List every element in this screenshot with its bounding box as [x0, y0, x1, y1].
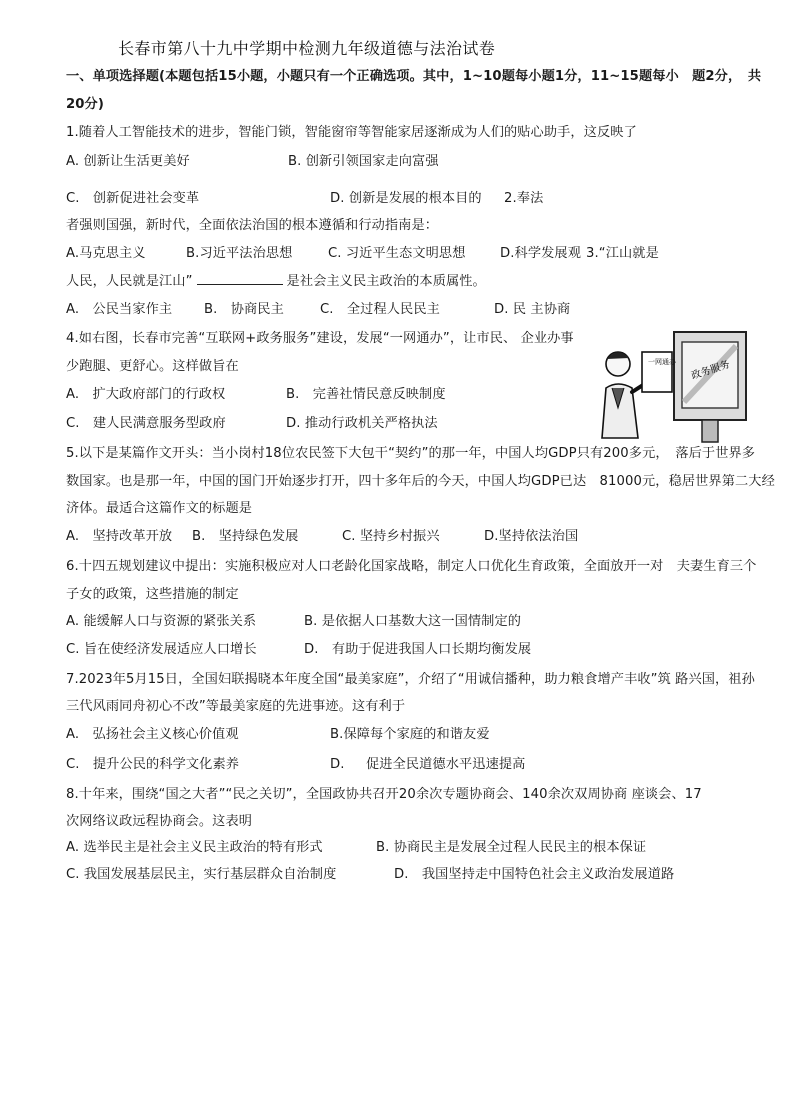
answer-blank — [197, 272, 283, 285]
q6-option-c: C. 旨在使经济发展适应人口增长 — [66, 642, 257, 657]
q8-stem-line1: 8.十年来，围绕“国之大者”“民之关切”，全国政协共召开20余次专题协商会、140余次双周协商 座谈会、17 — [66, 787, 702, 802]
q4-stem-line2: 少跑腿、更舒心。这样做旨在 — [66, 359, 239, 374]
q3-option-a: A. 公民当家作主 — [66, 302, 173, 317]
q4-option-c: C. 建人民满意服务型政府 — [66, 416, 226, 431]
q8-option-c: C. 我国发展基层民主，实行基层群众自治制度 — [66, 867, 337, 882]
q1-stem: 1.随着人工智能技术的进步，智能门锁，智能窗帘等智能家居逐渐成为人们的贴心助手，这反映了 — [66, 125, 637, 140]
service-card-text: 一网通办 — [648, 358, 676, 366]
q7-option-a: A. 弘扬社会主义核心价值观 — [66, 727, 239, 742]
q1-option-a: A. 创新让生活更美好 — [66, 154, 190, 169]
q2-stem: 者强则国强，新时代，全面依法治国的根本遵循和行动指南是： — [66, 218, 439, 233]
q2-number: 2.奉法 — [504, 191, 544, 206]
q3-option-b: B. 协商民主 — [204, 302, 284, 317]
q4-option-b: B. 完善社情民意反映制度 — [286, 387, 446, 402]
q2-option-c: C. 习近平生态文明思想 — [328, 246, 466, 261]
q7-option-d-letter: D. — [330, 757, 345, 772]
q3-option-d: D. 民 主协商 — [494, 302, 571, 317]
q3-stem-post: 是社会主义民主政治的本质属性。 — [286, 274, 486, 289]
kiosk-sign-text: 政务服务 — [689, 359, 732, 383]
q5-stem-line1: 5.以下是某篇作文开头：当小岗村18位农民签下大包干“契约”的那一年，中国人均GDP只有200多元， 落后于世界多 — [66, 446, 756, 461]
q8-option-a: A. 选举民主是社会主义民主政治的特有形式 — [66, 840, 323, 855]
q1-option-b: B. 创新引领国家走向富强 — [288, 154, 439, 169]
q6-option-a: A. 能缓解人口与资源的紧张关系 — [66, 614, 257, 629]
q3-stem — [66, 272, 486, 291]
q3-number: 3.“江山就是 — [586, 246, 659, 261]
q2-option-a: A.马克思主义 — [66, 246, 146, 261]
q1-option-d: D. 创新是发展的根本目的 — [330, 191, 482, 206]
q8-option-b: B. 协商民主是发展全过程人民民主的根本保证 — [376, 840, 647, 855]
q6-stem-line1: 6.十四五规划建议中提出：实施积极应对人口老龄化国家战略，制定人口优化生育政策，全面放开一对 夫妻生育三个 — [66, 559, 757, 574]
q5-option-c: C. 坚持乡村振兴 — [342, 529, 440, 544]
section-heading-line2: 20分) — [66, 97, 104, 112]
q7-option-c: C. 提升公民的科学文化素养 — [66, 757, 240, 772]
q6-option-b: B. 是依据人口基数大这一国情制定的 — [304, 614, 522, 629]
q1-option-c: C. 创新促进社会变革 — [66, 191, 200, 206]
q4-option-a: A. 扩大政府部门的行政权 — [66, 387, 226, 402]
q7-stem-line2: 三代风雨同舟初心不改”等最美家庭的先进事迹。这有利于 — [66, 699, 406, 714]
q5-stem-line3: 济体。最适合这篇作文的标题是 — [66, 501, 253, 516]
q8-option-d: D. 我国坚持走中国特色社会主义政治发展道路 — [394, 867, 675, 882]
q7-option-b: B.保障每个家庭的和谐友爱 — [330, 727, 490, 742]
q5-option-a: A. 坚持改革开放 — [66, 529, 173, 544]
q2-option-b: B.习近平法治思想 — [186, 246, 293, 261]
q4-stem-line1: 4.如右图，长春市完善“互联网+政务服务”建设，发展“一网通办”，让市民、 企业办事 — [66, 331, 574, 346]
q6-stem-line2: 子女的政策，这些措施的制定 — [66, 587, 239, 602]
q7-option-d: 促进全民道德水平迅速提高 — [366, 757, 526, 772]
q7-stem-line1: 7.2023年5月15日，全国妇联揭晓本年度全国“最美家庭”，介绍了“用诚信播种，助力粮食增产丰收”筑 路兴国，祖孙 — [66, 672, 755, 687]
q4-option-d: D. 推动行政机关严格执法 — [286, 416, 438, 431]
section-heading-line1: 一、单项选择题(本题包括15小题，小题只有一个正确选项。其中，1~10题每小题1分，11~15题每小 题2分， 共 — [66, 69, 762, 84]
q5-option-b: B. 坚持绿色发展 — [192, 529, 299, 544]
q6-option-d: D. 有助于促进我国人口长期均衡发展 — [304, 642, 532, 657]
government-service-illustration — [598, 326, 766, 446]
page-title: 长春市第八十九中学期中检测九年级道德与法治试卷 — [118, 39, 496, 58]
q5-option-d: D.坚持依法治国 — [484, 529, 579, 544]
q2-option-d: D.科学发展观 — [500, 246, 581, 261]
q5-stem-line2: 数国家。也是那一年，中国的国门开始逐步打开，四十多年后的今天，中国人均GDP已达 81000元，稳居世界第二大经 — [66, 474, 775, 489]
q3-stem-pre: 人民，人民就是江山” — [66, 274, 193, 289]
q3-option-c: C. 全过程人民民主 — [320, 302, 440, 317]
q8-stem-line2: 次网络议政远程协商会。这表明 — [66, 814, 253, 829]
